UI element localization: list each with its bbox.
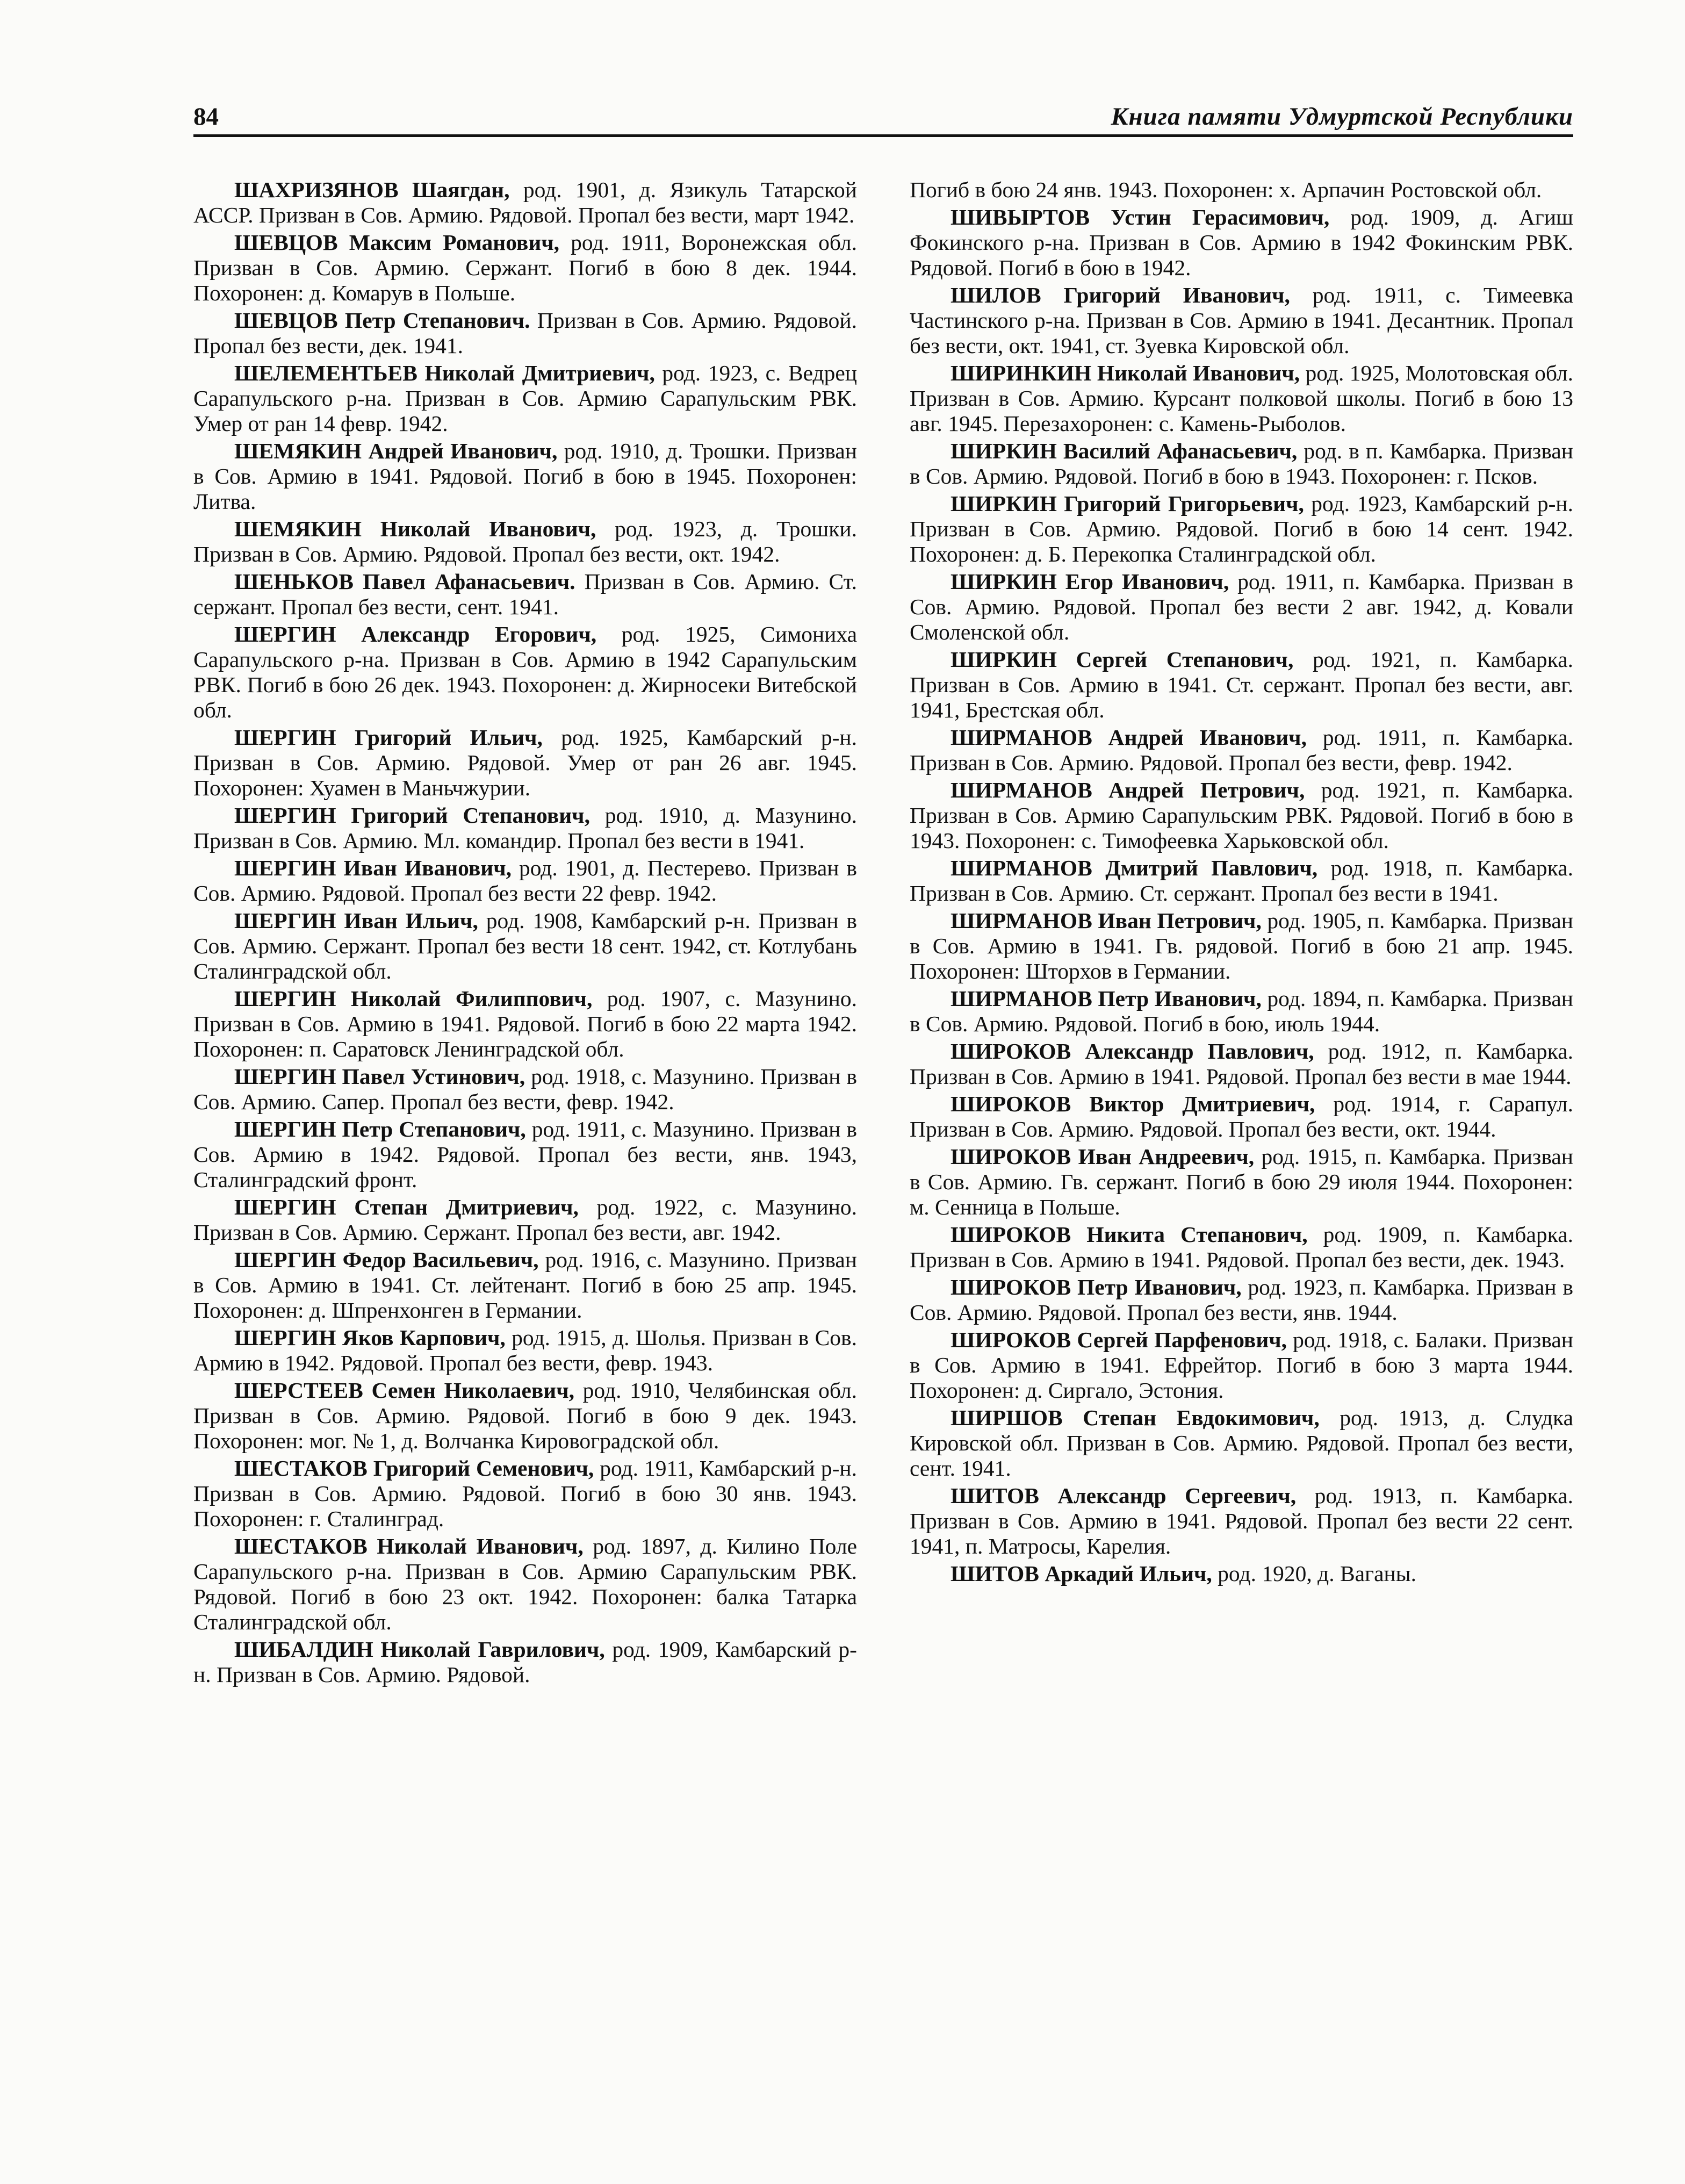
entry-name: ШИРОКОВ Сергей Парфенович, xyxy=(950,1327,1287,1352)
entry-details: род. 1923, Камбарский р-н. Призван в Сов. Армию. Рядовой. Погиб в бою 14 сент. 1942. Похоронен: д. Б. Перекопка Сталинградской обл. xyxy=(910,491,1573,566)
entry-name: ШИРИНКИН Николай Иванович, xyxy=(950,361,1300,385)
entry-name: ШЕРГИН Федор Васильевич, xyxy=(234,1247,539,1272)
entry-details: род. 1923, с. Ведрец Сарапульского р-на. Призван в Сов. Армию Сарапульским РВК. Умер от ран 14 февр. 1942. xyxy=(193,361,857,436)
entry-name: ШИРОКОВ Никита Степанович, xyxy=(950,1222,1308,1247)
memorial-entry xyxy=(193,439,857,514)
memorial-entry xyxy=(193,725,857,801)
memorial-entry xyxy=(910,1144,1573,1220)
entry-details: род. 1914, г. Сарапул. Призван в Сов. Армию. Рядовой. Пропал без вести, окт. 1944. xyxy=(910,1091,1573,1141)
entry-details: Призван в Сов. Армию. Рядовой. Пропал без вести, дек. 1941. xyxy=(193,308,857,358)
memorial-entry xyxy=(910,283,1573,358)
entry-details: род. 1918, с. Балаки. Призван в Сов. Армию в 1941. Ефрейтор. Погиб в бою 3 марта 1944. Похоронен: д. Сиргало, Эстония. xyxy=(910,1327,1574,1403)
memorial-entry xyxy=(193,308,857,358)
memorial-entry xyxy=(910,361,1573,436)
running-title: Книга памяти Удмуртской Республики xyxy=(1111,103,1573,131)
entry-name: ШИТОВ Александр Сергеевич, xyxy=(950,1483,1297,1508)
page-number: 84 xyxy=(193,103,219,131)
entry-name: ШЕЛЕМЕНТЬЕВ Николай Дмитриевич, xyxy=(234,361,655,385)
entry-name: ШЕМЯКИН Андрей Иванович, xyxy=(234,439,558,463)
entry-details: род. 1910, д. Мазунино. Призван в Сов. Армию. Мл. командир. Пропал без вести в 1941. xyxy=(193,803,857,853)
entry-name: ШАХРИЗЯНОВ Шаягдан, xyxy=(234,177,510,202)
memorial-entry xyxy=(910,1561,1573,1586)
entry-details: род. 1920, д. Ваганы. xyxy=(1212,1561,1416,1586)
entry-name: ШИРКИН Василий Афанасьевич, xyxy=(950,439,1298,463)
entry-name: ШЕРГИН Николай Филиппович, xyxy=(234,986,593,1011)
memorial-entry xyxy=(910,1483,1573,1559)
entry-details: род. 1918, с. Мазунино. Призван в Сов. Армию. Сапер. Пропал без вести, февр. 1942. xyxy=(193,1064,857,1114)
entry-details: род. 1921, п. Камбарка. Призван в Сов. Армию Сарапульским РВК. Рядовой. Погиб в бою в 1943. Похоронен: с. Тимофеевка Харьковской обл. xyxy=(910,778,1573,853)
entry-details: Призван в Сов. Армию. Ст. сержант. Пропал без вести, сент. 1941. xyxy=(193,569,857,619)
entry-name: ШИРМАНОВ Андрей Иванович, xyxy=(950,725,1307,750)
text-columns xyxy=(193,177,1573,2090)
entry-details: род. 1912, п. Камбарка. Призван в Сов. Армию в 1941. Рядовой. Пропал без вести в мае 1944. xyxy=(910,1039,1574,1089)
right-column xyxy=(910,177,1573,2090)
entry-name: ШЕРГИН Иван Ильич, xyxy=(234,908,478,933)
entry-details: род. 1911, п. Камбарка. Призван в Сов. Армию. Рядовой. Пропал без вести, февр. 1942. xyxy=(910,725,1573,775)
entry-name: ШИРМАНОВ Андрей Петрович, xyxy=(950,778,1305,802)
memorial-entry xyxy=(910,908,1573,984)
entry-details: род. 1921, п. Камбарка. Призван в Сов. Армию в 1941. Ст. сержант. Пропал без вести, авг. 1941, Брестская обл. xyxy=(910,647,1573,722)
entry-details: род. 1910, Челябинская обл. Призван в Сов. Армию. Рядовой. Погиб в бою 9 дек. 1943. Похоронен: мог. № 1, д. Волчанка Кировоградской обл. xyxy=(193,1378,857,1453)
entry-name: ШЕРГИН Яков Карпович, xyxy=(234,1325,506,1350)
memorial-entry xyxy=(910,177,1573,203)
memorial-entry xyxy=(910,856,1573,906)
memorial-entry xyxy=(910,569,1573,645)
entry-name: ШЕВЦОВ Петр Степанович. xyxy=(234,308,530,333)
entry-name: ШЕРГИН Петр Степанович, xyxy=(234,1117,526,1141)
left-column xyxy=(193,177,857,2090)
entry-details: род. 1915, п. Камбарка. Призван в Сов. Армию. Гв. сержант. Погиб в бою 29 июля 1944. Похоронен: м. Сенница в Польше. xyxy=(910,1144,1573,1219)
entry-details: род. 1913, п. Камбарка. Призван в Сов. Армию в 1941. Рядовой. Пропал без вести 22 сент. 1941, п. Матросы, Карелия. xyxy=(910,1483,1573,1558)
entry-name: ШЕРГИН Григорий Степанович, xyxy=(234,803,590,828)
memorial-entry xyxy=(910,1327,1573,1403)
memorial-entry xyxy=(910,1405,1573,1481)
entry-details: род. 1913, д. Слудка Кировской обл. Призван в Сов. Армию. Рядовой. Пропал без вести, сент. 1941. xyxy=(910,1405,1573,1481)
memorial-entry xyxy=(910,491,1573,567)
entry-name: ШЕРГИН Александр Егорович, xyxy=(234,622,597,646)
memorial-entry xyxy=(193,986,857,1062)
memorial-entry xyxy=(193,856,857,906)
memorial-entry xyxy=(193,1064,857,1115)
entry-name: ШИРКИН Григорий Григорьевич, xyxy=(950,491,1304,516)
memorial-entry xyxy=(910,1091,1573,1142)
entry-details: род. 1909, Камбарский р-н. Призван в Сов. Армию. Рядовой. xyxy=(193,1637,857,1687)
entry-details: род. 1911, с. Мазунино. Призван в Сов. Армию в 1942. Рядовой. Пропал без вести, янв. 1943, Сталинградский фронт. xyxy=(193,1117,857,1192)
memorial-entry xyxy=(193,908,857,984)
entry-name: ШЕНЬКОВ Павел Афанасьевич. xyxy=(234,569,575,594)
entry-name: ШЕРГИН Степан Дмитриевич, xyxy=(234,1195,579,1219)
memorial-entry xyxy=(910,439,1573,489)
header-rule xyxy=(193,134,1573,137)
memorial-entry xyxy=(193,1534,857,1635)
entry-details: род. 1918, п. Камбарка. Призван в Сов. Армию. Ст. сержант. Пропал без вести в 1941. xyxy=(910,856,1573,906)
entry-details: род. 1905, п. Камбарка. Призван в Сов. Армию в 1941. Гв. рядовой. Погиб в бою 21 апр. 1945. Похоронен: Шторхов в Германии. xyxy=(910,908,1573,983)
entry-details: род. в п. Камбарка. Призван в Сов. Армию. Рядовой. Погиб в бою в 1943. Похоронен: г. Псков. xyxy=(910,439,1574,488)
entry-details: род. 1923, п. Камбарка. Призван в Сов. Армию. Рядовой. Пропал без вести, янв. 1944. xyxy=(910,1275,1573,1325)
entry-details: род. 1925, Молотовская обл. Призван в Сов. Армию. Курсант полковой школы. Погиб в бою 13 авг. 1945. Перезахоронен: с. Камень-Рыболов. xyxy=(910,361,1573,436)
memorial-entry xyxy=(193,177,857,228)
memorial-entry xyxy=(910,1222,1573,1273)
entry-name: ШЕМЯКИН Николай Иванович, xyxy=(234,516,596,541)
entry-name: ШЕВЦОВ Максим Романович, xyxy=(234,230,560,255)
entry-name: ШЕРГИН Григорий Ильич, xyxy=(234,725,543,750)
memorial-entry xyxy=(193,1456,857,1532)
entry-details: род. 1911, Камбарский р-н. Призван в Сов. Армию. Рядовой. Погиб в бою 30 янв. 1943. Похоронен: г. Сталинград. xyxy=(193,1456,857,1531)
entry-name: ШЕРСТЕЕВ Семен Николаевич, xyxy=(234,1378,574,1403)
entry-details: род. 1910, д. Трошки. Призван в Сов. Армию в 1941. Рядовой. Погиб в бою в 1945. Похоронен: Литва. xyxy=(193,439,857,514)
memorial-entry xyxy=(910,1039,1573,1089)
entry-details: род. 1897, д. Килино Поле Сарапульского р-на. Призван в Сов. Армию Сарапульским РВК. Рядовой. Погиб в бою 23 окт. 1942. Похоронен: балка Татарка Сталинградской обл. xyxy=(193,1534,857,1634)
entry-details: род. 1922, с. Мазунино. Призван в Сов. Армию. Сержант. Пропал без вести, авг. 1942. xyxy=(193,1195,857,1245)
memorial-entry xyxy=(193,569,857,620)
memorial-entry xyxy=(910,1275,1573,1325)
entry-details: род. 1911, п. Камбарка. Призван в Сов. Армию. Рядовой. Пропал без вести 2 авг. 1942, д. Ковали Смоленской обл. xyxy=(910,569,1573,644)
entry-details: род. 1925, Симониха Сарапульского р-на. Призван в Сов. Армию в 1942 Сарапульским РВК. Погиб в бою 26 дек. 1943. Похоронен: д. Жирносеки Витебской обл. xyxy=(193,622,857,722)
entry-details: род. 1909, п. Камбарка. Призван в Сов. Армию в 1941. Рядовой. Пропал без вести, дек. 1943. xyxy=(910,1222,1573,1272)
entry-details: род. 1911, Воронежская обл. Призван в Сов. Армию. Сержант. Погиб в бою 8 дек. 1944. Похоронен: д. Комарув в Польше. xyxy=(193,230,857,305)
entry-name: ШИЛОВ Григорий Иванович, xyxy=(950,283,1290,307)
memorial-entry xyxy=(193,361,857,436)
entry-name: ШИРМАНОВ Петр Иванович, xyxy=(950,986,1262,1011)
entry-name: ШИРМАНОВ Иван Петрович, xyxy=(950,908,1262,933)
memorial-entry xyxy=(910,986,1573,1037)
entry-name: ШИБАЛДИН Николай Гаврилович, xyxy=(234,1637,605,1662)
entry-details: род. 1908, Камбарский р-н. Призван в Сов. Армию. Сержант. Пропал без вести 18 сент. 1942, ст. Котлубань Сталинградской обл. xyxy=(193,908,858,983)
entry-name: ШИТОВ Аркадий Ильич, xyxy=(950,1561,1212,1586)
page-header xyxy=(193,94,1573,131)
memorial-entry xyxy=(193,622,857,723)
memorial-entry xyxy=(193,1195,857,1245)
entry-details: род. 1894, п. Камбарка. Призван в Сов. Армию. Рядовой. Погиб в бою, июль 1944. xyxy=(910,986,1573,1036)
entry-details: род. 1901, д. Пестерево. Призван в Сов. Армию. Рядовой. Пропал без вести 22 февр. 1942. xyxy=(193,856,858,906)
entry-name: ШИВЫРТОВ Устин Герасимович, xyxy=(950,205,1330,229)
entry-details: род. 1916, с. Мазунино. Призван в Сов. Армию в 1941. Ст. лейтенант. Погиб в бою 25 апр. 1945. Похоронен: д. Шпренхонген в Германии. xyxy=(193,1247,857,1323)
entry-details: род. 1901, д. Язикуль Татарской АССР. Призван в Сов. Армию. Рядовой. Пропал без вести, март 1942. xyxy=(193,177,857,227)
memorial-entry xyxy=(193,1117,857,1192)
memorial-entry xyxy=(193,1247,857,1323)
entry-name: ШИРОКОВ Петр Иванович, xyxy=(950,1275,1242,1299)
entry-name: ШЕРГИН Павел Устинович, xyxy=(234,1064,525,1089)
memorial-entry xyxy=(193,230,857,306)
entry-details: род. 1909, д. Агиш Фокинского р-на. Призван в Сов. Армию в 1942 Фокинским РВК. Рядовой. Погиб в бою в 1942. xyxy=(910,205,1573,280)
entry-name: ШЕРГИН Иван Иванович, xyxy=(234,856,512,880)
entry-name: ШИРОКОВ Александр Павлович, xyxy=(950,1039,1314,1064)
memorial-entry xyxy=(910,647,1573,723)
memorial-entry xyxy=(193,1378,857,1454)
book-page xyxy=(193,81,1573,2101)
entry-name: ШИРШОВ Степан Евдокимович, xyxy=(950,1405,1320,1430)
entry-details: род. 1911, с. Тимеевка Частинского р-на. Призван в Сов. Армию в 1941. Десантник. Пропал без вести, окт. 1941, ст. Зуевка Кировской обл. xyxy=(910,283,1573,358)
memorial-entry xyxy=(193,803,857,853)
memorial-entry xyxy=(910,205,1573,281)
entry-details: Погиб в бою 24 янв. 1943. Похоронен: х. Арпачин Ростовской обл. xyxy=(910,177,1542,202)
entry-name: ШИРОКОВ Виктор Дмитриевич, xyxy=(950,1091,1315,1116)
entry-name: ШЕСТАКОВ Николай Иванович, xyxy=(234,1534,584,1558)
entry-name: ШЕСТАКОВ Григорий Семенович, xyxy=(234,1456,594,1481)
entry-details: род. 1923, д. Трошки. Призван в Сов. Армию. Рядовой. Пропал без вести, окт. 1942. xyxy=(193,516,857,566)
entry-name: ШИРМАНОВ Дмитрий Павлович, xyxy=(950,856,1318,880)
entry-name: ШИРКИН Сергей Степанович, xyxy=(950,647,1294,672)
memorial-entry xyxy=(910,725,1573,775)
entry-name: ШИРКИН Егор Иванович, xyxy=(950,569,1229,594)
entry-details: род. 1925, Камбарский р-н. Призван в Сов. Армию. Рядовой. Умер от ран 26 авг. 1945. Похоронен: Хуамен в Маньчжурии. xyxy=(193,725,858,800)
memorial-entry xyxy=(193,516,857,567)
memorial-entry xyxy=(910,778,1573,853)
memorial-entry xyxy=(193,1637,857,1687)
entry-name: ШИРОКОВ Иван Андреевич, xyxy=(950,1144,1255,1169)
entry-details: род. 1907, с. Мазунино. Призван в Сов. Армию в 1941. Рядовой. Погиб в бою 22 марта 1942. Похоронен: п. Саратовск Ленинградской обл. xyxy=(193,986,857,1061)
entry-details: род. 1915, д. Шолья. Призван в Сов. Армию в 1942. Рядовой. Пропал без вести, февр. 1943. xyxy=(193,1325,857,1375)
memorial-entry xyxy=(193,1325,857,1376)
